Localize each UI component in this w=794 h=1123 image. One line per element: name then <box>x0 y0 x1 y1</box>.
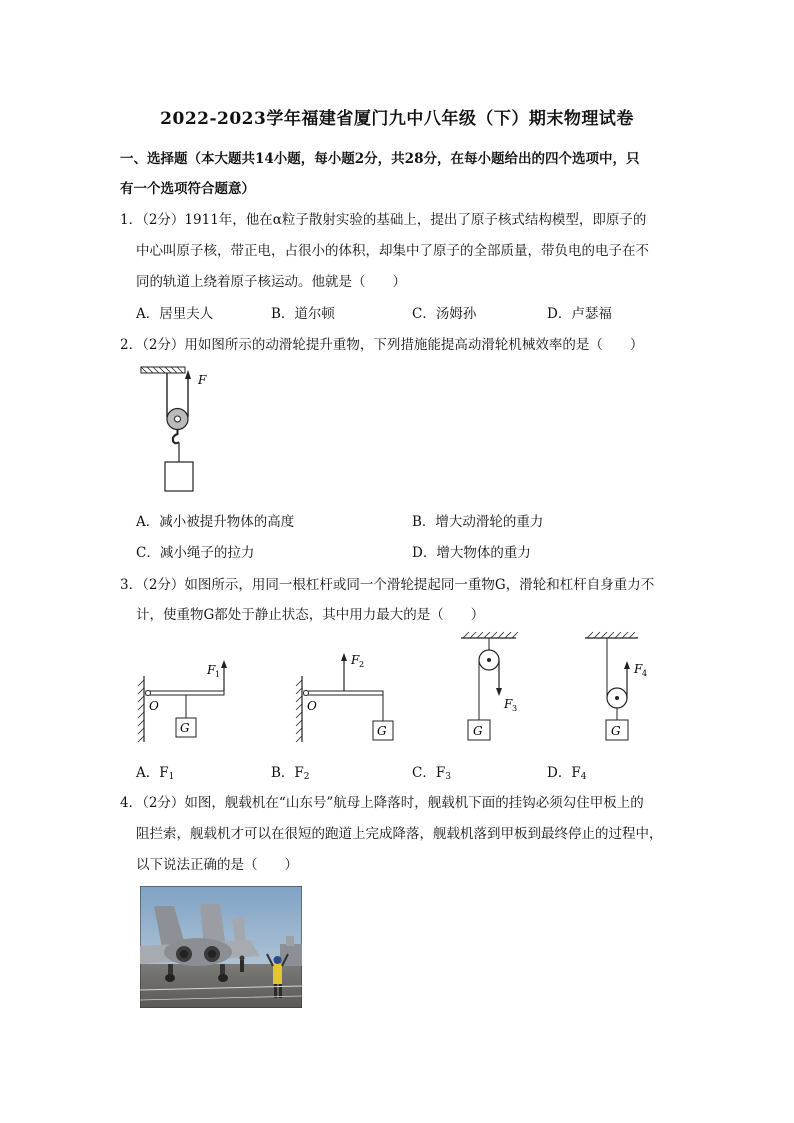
q2-line1: 2．（2分）用如图所示的动滑轮提升重物，下列措施能提高动滑轮机械效率的是（ ） <box>120 337 644 353</box>
q3-line1: 3．（2分）如图所示，用同一根杠杆或同一个滑轮提起同一重物G，滑轮和杠杆自身重力不 <box>120 577 655 593</box>
page-title: 2022-2023学年福建省厦门九中八年级（下）期末物理试卷 <box>160 109 634 129</box>
q3-fig-d-force: F <box>634 662 643 676</box>
q1-line3: 同的轨道上绕着原子核运动。他就是（ ） <box>136 274 406 290</box>
q2-option-a: A．减小被提升物体的高度 <box>136 514 295 530</box>
q3-option-b: B．$F_2$ <box>271 765 310 782</box>
q3-fig-b-force: F <box>351 653 360 667</box>
q4-line3: 以下说法正确的是（ ） <box>136 857 298 873</box>
q3-fig-b-force-sub: 2 <box>359 660 365 669</box>
q3-fig-c-force: F <box>504 697 513 711</box>
q1-option-b: B．道尔顿 <box>271 306 335 322</box>
q2-movable-pulley-figure <box>135 362 225 497</box>
q3-option-a: A．$F_1$ <box>136 765 175 782</box>
q3-fig-a-force-sub: 1 <box>215 670 221 679</box>
q2-option-c: C．减小绳子的拉力 <box>136 545 255 561</box>
q3-fig-c-weight: G <box>473 724 483 738</box>
q2-option-b: B．增大动滑轮的重力 <box>412 514 544 530</box>
q3-fig-b-weight: G <box>377 724 387 738</box>
q3-fig-a-force: F <box>207 663 216 677</box>
q3-fig-d-force-sub: 4 <box>642 669 648 678</box>
q2-option-d: D．增大物体的重力 <box>412 545 531 561</box>
q1-line1: 1．（2分）1911年，他在α粒子散射实验的基础上，提出了原子核式结构模型，即原子的 <box>120 212 647 228</box>
q3-fig-a-weight: G <box>180 721 190 735</box>
q3-option-d: D．$F_4$ <box>547 765 587 782</box>
q1-option-a: A．居里夫人 <box>136 306 214 322</box>
q3-fig-c <box>461 632 518 740</box>
q3-lever-pulley-figure <box>130 628 650 750</box>
q3-option-c: C．$F_3$ <box>412 765 451 782</box>
q1-option-c: C．汤姆孙 <box>412 306 477 322</box>
q1-line2: 中心叫原子核，带正电，占很小的体积，却集中了原子的全部质量，带负电的电子在不 <box>136 243 649 259</box>
q3-fig-c-force-sub: 3 <box>512 704 518 713</box>
q3-line2: 计，使重物G都处于静止状态，其中用力最大的是（ ） <box>136 607 485 623</box>
q1-option-d: D．卢瑟福 <box>547 306 612 322</box>
q3-fig-b-pivot: O <box>307 699 317 713</box>
section-heading-line1: 一、选择题（本大题共14小题，每小题2分，共28分，在每小题给出的四个选项中，只 <box>120 151 640 167</box>
q4-line2: 阻拦索，舰载机才可以在很短的跑道上完成降落，舰载机落到甲板到最终停止的过程中， <box>136 826 663 842</box>
q4-carrier-jet-photo <box>140 886 302 1008</box>
q3-fig-a <box>138 660 227 742</box>
q2-force-label: F <box>198 373 207 387</box>
q3-fig-a-pivot: O <box>149 699 159 713</box>
q3-fig-d <box>585 632 647 740</box>
section-heading-line2: 有一个选项符合题意） <box>120 181 255 197</box>
q3-fig-b <box>296 653 393 742</box>
q3-fig-d-weight: G <box>611 724 621 738</box>
q4-line1: 4．（2分）如图，舰载机在“山东号”航母上降落时，舰载机下面的挂钩必须勾住甲板上的 <box>120 795 644 811</box>
